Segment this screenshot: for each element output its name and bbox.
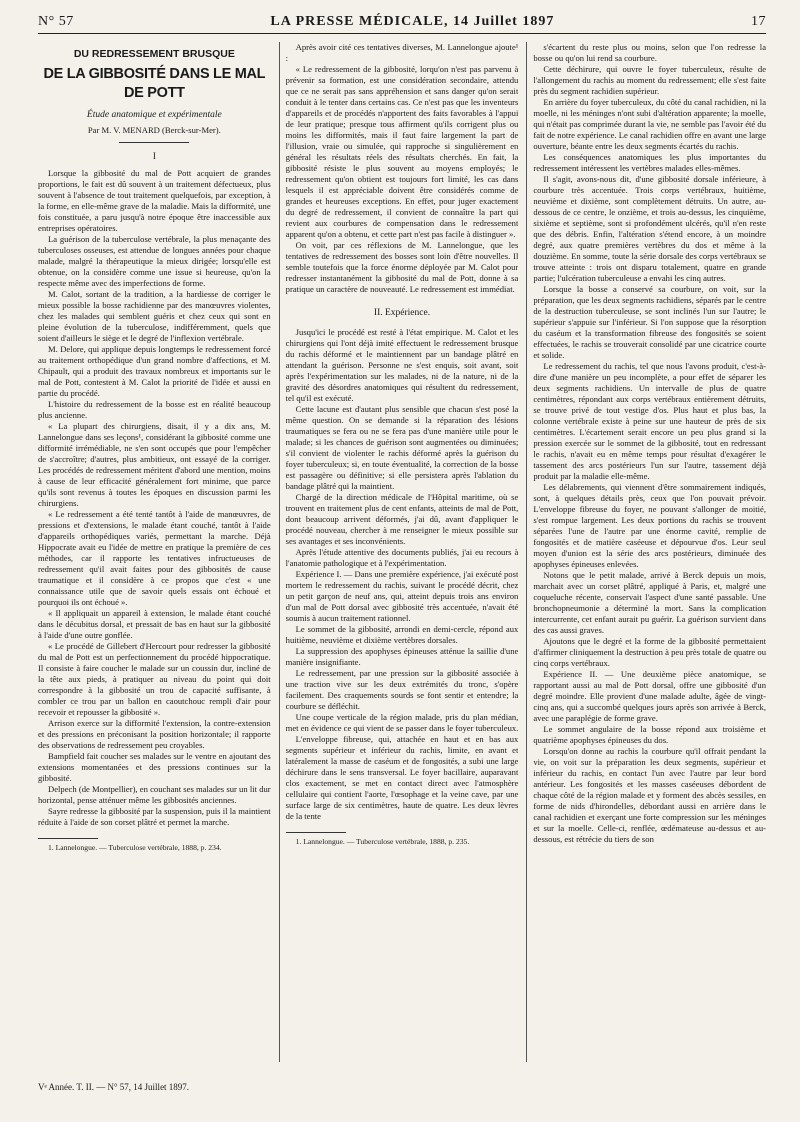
paragraph: Bampfield fait coucher ses malades sur le ventre en ajoutant des extensions momentanées et des pressions continues sur la gibbosité. bbox=[38, 751, 271, 784]
page-footer: Vᵉ Année. T. II. — N° 57, 14 Juillet 1897. bbox=[38, 1082, 190, 1092]
paragraph: Sayre redresse la gibbosité par la suspension, puis il la maintient réduite à l'aide de son corset plâtré et permet la marche. bbox=[38, 806, 271, 828]
article-author: Par M. V. MENARD (Berck-sur-Mer). bbox=[87, 124, 221, 135]
paragraph: La guérison de la tuberculose vertébrale, la plus menaçante des tuberculoses osseuses, est attendue de longues années pour chaque malade, malgré la thérapeutique la mieux dirigée; lorsqu'elle est obtenue, on la considère comme une issue si heureuse, qu'on la respecte même avec des imperfections de forme. bbox=[38, 234, 271, 289]
paragraph: Les conséquences anatomiques les plus importantes du redressement intéressent les vertèbres malades elles-mêmes. bbox=[533, 152, 767, 173]
paragraph: « Il appliquait un appareil à extension, le malade étant couché dans le décubitus dorsal, et pressait de bas en haut sur la gibbosité à l'aide d'une outre gonflée. bbox=[38, 608, 271, 641]
column-3 bbox=[526, 42, 766, 1062]
paragraph: Le sommet de la gibbosité, arrondi en demi-cercle, répond aux huitième, neuvième et dixième vertèbres dorsales. bbox=[285, 624, 519, 646]
paragraph: La suppression des apophyses épineuses atténue la saillie d'une manière insignifiante. bbox=[285, 646, 519, 668]
paragraph: Notons que le petit malade, arrivé à Berck depuis un mois, marchait avec un corset plâtré, appliqué à Paris, et, malgré une coqueluche récente, conservait l'aspect d'une santé passable. Une bronchopneumonie a déterminé la mort. Sans la complication intercurrente, cet enfant aurait pu guérir. La guérison survient dans des cas aussi graves. bbox=[533, 570, 767, 635]
paragraph: s'écartent du reste plus ou moins, selon que l'on redresse la bosse ou qu'on lui rend sa courbure. bbox=[533, 42, 767, 63]
paragraph: Jusqu'ici le procédé est resté à l'état empirique. M. Calot et les chirurgiens qui l'ont déjà imité effectuent le redressement brusque du rachis déformé et le maintiennent par un bandage plâtré en attendant la guérison. Personne ne s'est enquis, soit avant, soit après l'expérimentation sur les malades, ni de la nature, ni de la gravité des désordres anatomiques qui résultent du redressement, tel qu'il est exécuté. bbox=[285, 327, 519, 404]
paragraph: Le redressement du rachis, tel que nous l'avons produit, c'est-à-dire d'une manière un peu incomplète, a pour effet de séparer les deux segments rachidiens. Un intervalle de plus de quatre centimètres, répondant aux corps vertébraux entièrement détruits, se trouve privé de tout vestige d'os. Plus haut et plus bas, la colonne vertébrale existe à peine sur une hauteur de près de six centimètres. L'écartement serait encore un peu plus grand si la pression exercée sur le sommet de la gibbosité, tout en redressant le rachis, n'avait eu en même temps pour résultat d'exagérer le tassement des arcs postérieurs l'un sur l'autre, tassement déjà produit par la maladie elle-même. bbox=[533, 361, 767, 481]
paragraph: Expérience II. — Une deuxième pièce anatomique, se rapportant aussi au mal de Pott dorsal, offre une gibbosité d'un degré moindre. Elle provient d'une malade adulte, âgée de vingt-cinq ans, qui a succombé quelques jours après son arrivée à Berck, avec une paraplégie de forme grave. bbox=[533, 669, 767, 723]
section-heading: II. Expérience. bbox=[373, 308, 431, 318]
section-number: I bbox=[152, 150, 156, 161]
footnote: 1. Lannelongue. — Tuberculose vertébrale, 1888, p. 235. bbox=[295, 837, 470, 847]
paragraph: En arrière du foyer tuberculeux, du côté du canal rachidien, ni la moelle, ni les méninges n'ont subi d'altération apparente; la moelle, qui n'était pas comprimée durant la vie, ne semble pas l'avoir été du fait de notre expérience. Le canal rachidien offre en avant une large ouverture, béante entre les deux segments écartés du rachis. bbox=[533, 97, 767, 151]
running-header bbox=[38, 14, 766, 34]
title-rule bbox=[119, 142, 189, 143]
paragraph: M. Delore, qui applique depuis longtemps le redressement forcé au traitement orthopédique d'un grand nombre d'affections, et M. Chipault, qui a produit des travaux nombreux et importants sur le mal de Pott, contestent à M. Calot la priorité de l'idée et aussi en partie du procédé. bbox=[38, 344, 271, 399]
paragraph: Les délabrements, qui viennent d'être sommairement indiqués, sont, à quelques détails près, ceux que l'on pouvait prévoir. L'enveloppe fibreuse du foyer, ne pouvant s'allonger de moitié, s'est rompue largement. Les deux portions du rachis se trouvent séparées l'une de l'autre par une énorme cavité, remplie de fongosités et de matière caséeuse et dépourvue d'os. Leur seul moyen d'union est la série des arcs postérieurs, diminuée des apophyses épineuses enlevées. bbox=[533, 482, 767, 569]
text-columns bbox=[38, 42, 766, 1062]
paragraph: Il s'agit, avons-nous dit, d'une gibbosité dorsale inférieure, à courbure très accentuée. Trois corps vertébraux, huitième, neuvième et dixième, sont complètement détruits. Un autre, au-dessous de ce centre, le onzième, et trois au-dessus, les cinquième, sixième et septième, sont si profondément ulcérés, qu'il n'en reste que des débris. Enfin, l'altération s'étend encore, à un moindre degré, aux quatre premières vertèbres du dos et même à la douzième. En somme, toute la série dorsale des corps vertébraux se trouve atteinte : trois ont disparu totalement, quatre en grande partie; l'ulcération tuberculeuse a envahi les cinq autres. bbox=[533, 174, 767, 283]
paragraph: « Le redressement a été tenté tantôt à l'aide de manœuvres, de pressions et d'extensions, le malade étant couché, tantôt à l'aide d'appareils orthopédiques variés, permettant la marche. Déjà Hippocrate avait eu l'idée de mettre en pratique la première de ces méthodes, car il rapporte les tentatives infructueuses de redressement qu'il avait faites pour des gibbosités de cause traumatique et il considère à ce propos que c'est « une connaissance utile que de savoir quels essais ont échoué et pourquoi ils ont échoué ». bbox=[38, 509, 271, 608]
journal-title: LA PRESSE MÉDICALE, 14 Juillet 1897 bbox=[270, 14, 555, 29]
paragraph: Une coupe verticale de la région malade, pris du plan médian, met en évidence ce qui vient de se passer dans le foyer tuberculeux. bbox=[285, 712, 519, 734]
paragraph: L'enveloppe fibreuse, qui, attachée en haut et en bas aux segments supérieur et inférieur du rachis, limite, en avant et latéralement la masse de caséum et de fongosités, a subi une large déchirure dans le sens transversal. Le foyer bacillaire, auparavant clos exactement, se met en contact direct avec l'atmosphère cellulaire qui contient l'aorte, l'œsophage et la veine cave, par une surface large de six centimètres, haute de quatre. Les deux lèvres de la tente bbox=[285, 734, 519, 822]
article-title: DE LA GIBBOSITÉ DANS LE MAL DE POTT bbox=[43, 66, 266, 101]
paragraph: Cette déchirure, qui ouvre le foyer tuberculeux, résulte de l'allongement du rachis au moment du redressement; elle s'est faite près du segment rachidien supérieur. bbox=[533, 64, 767, 96]
paragraph: Le redressement, par une pression sur la gibbosité associée à une traction vive sur les deux extrémités du tronc, s'opère facilement. Des craquements sourds se font sentir et entendre; la courbure se défléchit. bbox=[285, 668, 519, 712]
article-subtitle: Étude anatomique et expérimentale bbox=[86, 109, 222, 120]
footnote-rule bbox=[286, 832, 346, 833]
paragraph: M. Calot, sortant de la tradition, a la hardiesse de corriger le mieux possible la bosse rachidienne par des manœuvres violentes, chez les malades qui semblent guéris et chez ceux qui sont en pleine évolution de la tuberculose, indifféremment, quels que soient d'ailleurs le siège et le degré de l'inflexion vertébrale. bbox=[38, 289, 271, 344]
paragraph: Chargé de la direction médicale de l'Hôpital maritime, où se trouvent en traitement plus de cent enfants, atteints de mal de Pott, dont beaucoup arrivent déformés, j'ai dû, avant d'appliquer le procédé nouveau, chercher à me renseigner le mieux possible sur ses avantages et ses inconvénients. bbox=[285, 492, 519, 547]
paragraph: « Le redressement de la gibbosité, lorqu'on n'est pas parvenu à prévenir sa formation, est une considération secondaire, attendu que ce ne serait pas sans appréhension et sans danger qu'on serait conduit à le tenter dans certains cas. Ce n'est pas que les inventeurs d'appareils et de procédés n'apportent des faits favorables à l'appui de leur pratique; presque tous affirment qu'ils corrigent plus ou moins les difformités, mais il faut faire largement la part de l'illusion, vraie ou simulée, qui rapproche si singulièrement en général les résultats réels des résultats cherchés. En fait, la gibbosité résiste le plus souvent au moyens employés; le redressement qu'on obtient est toujours fort limité, les cas dans lesquels il est appréciable doivent être considérés comme de grandes et heureuses exceptions. En effet, pour juger exactement du degré de redressement, il convient de connaître la part qui revient aux courbures de compensation dans le redressement apparent qu'on a obtenu, et cette part n'est pas facile à distinguer ». bbox=[285, 64, 519, 239]
paragraph: « Le procédé de Gillebert d'Hercourt pour redresser la gibbosité du mal de Pott est un perfectionnement du procédé hippocratique. Il consiste à faire coucher le malade sur un coussin dur, incliné de la tête aux pieds, à pratiquer au niveau du point qui doit correspondre à la gibbosité un trou de capacité suffisante, à combler ce trou par un ballon en caoutchouc rempli d'air pour recevoir et repousser la gibbosité ». bbox=[38, 641, 271, 718]
column-2 bbox=[279, 42, 519, 1062]
footnote-rule bbox=[38, 838, 98, 839]
paragraph: Le sommet angulaire de la bosse répond aux troisième et quatrième apophyses épineuses du dos. bbox=[533, 724, 767, 745]
paragraph: Ajoutons que le degré et la forme de la gibbosité permettaient d'affirmer cliniquement la destruction à peu près totale de quatre ou cinq corps vertébraux. bbox=[533, 636, 767, 668]
paragraph: Cette lacune est d'autant plus sensible que chacun s'est posé la même question. On se demande si la réparation des lésions traumatiques se fera ou ne se fera pas d'une manière utile pour le malade; si les chances de guérison sont augmentées ou diminuées; s'il convient de violenter le rachis déformé après la guérison du foyer tuberculeux; si, en toute éventualité, la correction de la bosse est passagère ou définitive; si elle persistera après l'ablation du bandage plâtré qui la maintient. bbox=[285, 404, 519, 492]
paragraph: Arrison exerce sur la difformité l'extension, la contre-extension et des pressions en préconisant la position horizontale; il rapporte des observations de redressement peu croyables. bbox=[38, 718, 271, 751]
paragraph: Lorsque la gibbosité du mal de Pott acquiert de grandes proportions, le fait est dû souvent à un traitement défectueux, plus souvent à l'absence de tout traitement quelquefois, par exception, à la forme, en elle-même grave de la maladie. Mais la difformité, une fois constituée, a paru jusqu'à notre époque être inaccessible aux entreprises opératoires. bbox=[38, 168, 271, 234]
paragraph: Delpech (de Montpellier), en couchant ses malades sur un lit dur horizontal, pense atténuer même les gibbosités anciennes. bbox=[38, 784, 271, 806]
page-number: 17 bbox=[751, 14, 766, 29]
paragraph: On voit, par ces réflexions de M. Lannelongue, que les tentatives de redressement des bosses sont loin d'être nouvelles. Il semble toutefois que la force énorme déployée par M. Calot pour redresser instantanément la gibbosité du mal de Pott, donne à sa pratique un caractère de nouveauté. Le redressement est immédiat. bbox=[285, 240, 519, 294]
footnote: 1. Lannelongue. — Tuberculose vertébrale, 1888, p. 234. bbox=[48, 843, 222, 853]
column-1 bbox=[38, 42, 271, 1062]
paragraph: Lorsqu'on donne au rachis la courbure qu'il offrait pendant la vie, on voit sur la préparation les deux segments, supérieur et inférieur du rachis, en contact l'un avec l'autre par leur bord antérieur. Les fongosités et les masses caséeuses débordent de chaque côté de la région malade et y forment des abcès sessiles, en forme de nids d'hirondelles, débordant aussi en arrière dans le canal rachidien et exerçant une forte compression sur les méninges et sur la moelle. Celle-ci, renflée, œdémateuse au-dessus et au-dessous, est rétrécie du tiers de son bbox=[533, 746, 767, 844]
issue-number: N° 57 bbox=[38, 14, 74, 29]
article-pretitle: DU REDRESSEMENT BRUSQUE bbox=[73, 48, 235, 60]
paragraph: Lorsque la bosse a conservé sa courbure, on voit, sur la préparation, que les deux segments rachidiens, séparés par le centre de la destruction tuberculeuse, se sont inclinés l'un sur l'autre; le supérieur s'appuie sur l'inférieur. Si l'on suppose que la résorption du caséum et la transformation fibreuse des fongosités se soient effectuées, le rachis se trouverait consolidé par une cicatrice courte et solide. bbox=[533, 284, 767, 360]
paragraph: Expérience I. — Dans une première expérience, j'ai exécuté post mortem le redressement du rachis, suivant le procédé décrit, chez un petit garçon de neuf ans, qui, atteint depuis trois ans environ d'un mal de Pott dorsal avec gibbosité très accentuée, n'avait été soumis à aucun traitement rationnel. bbox=[285, 569, 519, 624]
paragraph: Après avoir cité ces tentatives diverses, M. Lannelongue ajoute¹ : bbox=[285, 42, 519, 63]
paragraph: Après l'étude attentive des documents publiés, j'ai eu recours à l'anatomie pathologique et à l'expérimentation. bbox=[285, 547, 519, 569]
paragraph: « La plupart des chirurgiens, disait, il y a dix ans, M. Lannelongue dans ses leçons¹, considérant la gibbosité comme une difformité irrémédiable, ne s'en sont occupés que pour l'empêcher de s'accroître; d'autres, plus ambitieux, ont essayé de la corriger. Les procédés de redressement méritent d'abord une mention, moins à cause de leur efficacité généralement fort minime, que parce qu'ils sont revenus à toutes les époques en discussion parmi les chirurgiens. bbox=[38, 421, 271, 509]
paragraph: L'histoire du redressement de la bosse est en réalité beaucoup plus ancienne. bbox=[38, 399, 271, 421]
